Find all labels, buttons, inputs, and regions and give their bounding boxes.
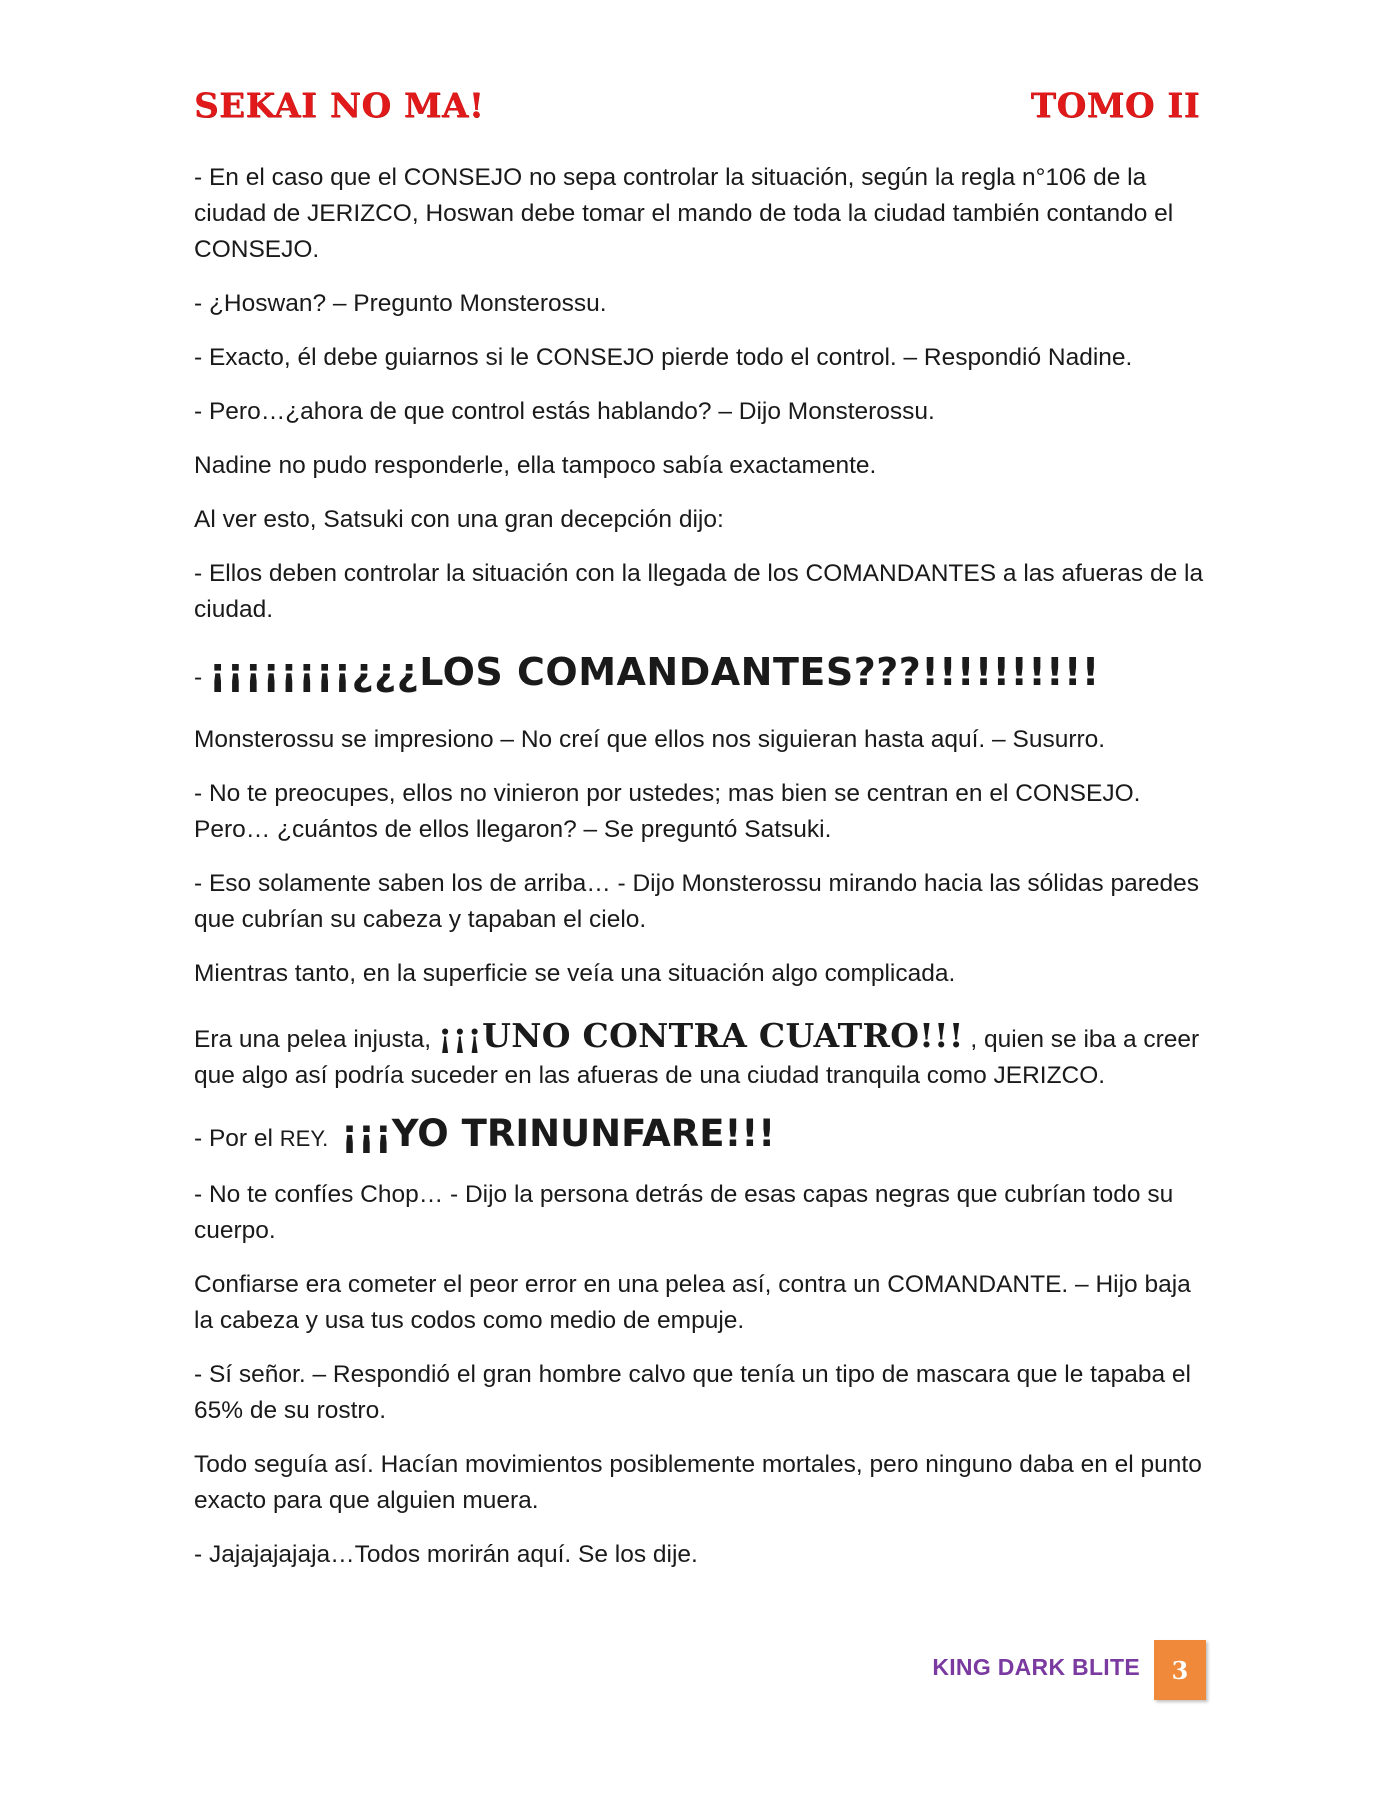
paragraph: - Eso solamente saben los de arriba… - Dijo Monsterossu mirando hacia las sólidas paredes que cubrían su cabeza y tapaban el cielo. <box>194 870 1199 933</box>
page-footer <box>932 1640 1206 1700</box>
dialogue-dash: - <box>194 664 209 691</box>
paragraph-text-small: REY. <box>279 1126 329 1151</box>
page-number-box <box>1154 1640 1206 1700</box>
paragraph: - Pero…¿ahora de que control estás hablando? – Dijo Monsterossu. <box>194 398 935 425</box>
paragraph: - Exacto, él debe guiarnos si le CONSEJO pierde todo el control. – Respondió Nadine. <box>194 344 1133 371</box>
paragraph-text: , quien se iba a creer que algo así podría suceder en las afueras de una ciudad tranquila como JERIZCO. <box>194 1026 1200 1089</box>
shout-text: ¡¡¡YO TRINUNFARE!!! <box>328 1112 776 1155</box>
author-name: KING DARK BLITE <box>932 1654 1140 1680</box>
paragraph: Nadine no pudo responderle, ella tampoco sabía exactamente. <box>194 452 877 479</box>
paragraph-text: Era una pelea injusta, <box>194 1026 438 1053</box>
paragraph: - En el caso que el CONSEJO no sepa controlar la situación, según la regla n°106 de la ciudad de JERIZCO, Hoswan debe tomar el mando de toda la ciudad también contando el CONSEJO. <box>194 164 1174 263</box>
page-header <box>194 86 1200 136</box>
page-number: 3 <box>1171 1655 1189 1685</box>
paragraph-with-shout <box>194 1018 1206 1094</box>
shout-paragraph <box>194 650 1206 700</box>
body-text <box>194 160 1206 1591</box>
paragraph: - ¿Hoswan? – Pregunto Monsterossu. <box>194 290 607 317</box>
paragraph-text: - Por el <box>194 1125 280 1152</box>
paragraph: - Jajajajajaja…Todos morirán aquí. Se los dije. <box>194 1541 698 1568</box>
paragraph: Mientras tanto, en la superficie se veía una situación algo complicada. <box>194 960 956 987</box>
paragraph: - Sí señor. – Respondió el gran hombre calvo que tenía un tipo de mascara que le tapaba el 65% de su rostro. <box>194 1361 1191 1424</box>
shout-text: ¡¡¡¡¡¡¡¡¿¿¿LOS COMANDANTES???!!!!!!!!!! <box>208 650 1100 694</box>
paragraph: Al ver esto, Satsuki con una gran decepción dijo: <box>194 506 724 533</box>
paragraph: Confiarse era cometer el peor error en una pelea así, contra un COMANDANTE. – Hijo baja la cabeza y usa tus codos como medio de empuje. <box>194 1271 1191 1334</box>
paragraph-with-shout <box>194 1112 1206 1161</box>
book-title: SEKAI NO MA! <box>194 86 485 126</box>
paragraph: - No te confíes Chop… - Dijo la persona detrás de esas capas negras que cubrían todo su cuerpo. <box>194 1181 1174 1244</box>
volume-label: TOMO II <box>1030 86 1200 126</box>
paragraph: - Ellos deben controlar la situación con la llegada de los COMANDANTES a las afueras de la ciudad. <box>194 560 1204 623</box>
paragraph: - No te preocupes, ellos no vinieron por ustedes; mas bien se centran en el CONSEJO. Pero… ¿cuántos de ellos llegaron? – Se preguntó Satsuki. <box>194 780 1141 843</box>
paragraph: Todo seguía así. Hacían movimientos posiblemente mortales, pero ninguno daba en el punto exacto para que alguien muera. <box>194 1451 1202 1514</box>
shout-text: ¡¡¡UNO CONTRA CUATRO!!! <box>437 1016 964 1055</box>
paragraph: Monsterossu se impresiono – No creí que ellos nos siguieran hasta aquí. – Susurro. <box>194 726 1106 753</box>
